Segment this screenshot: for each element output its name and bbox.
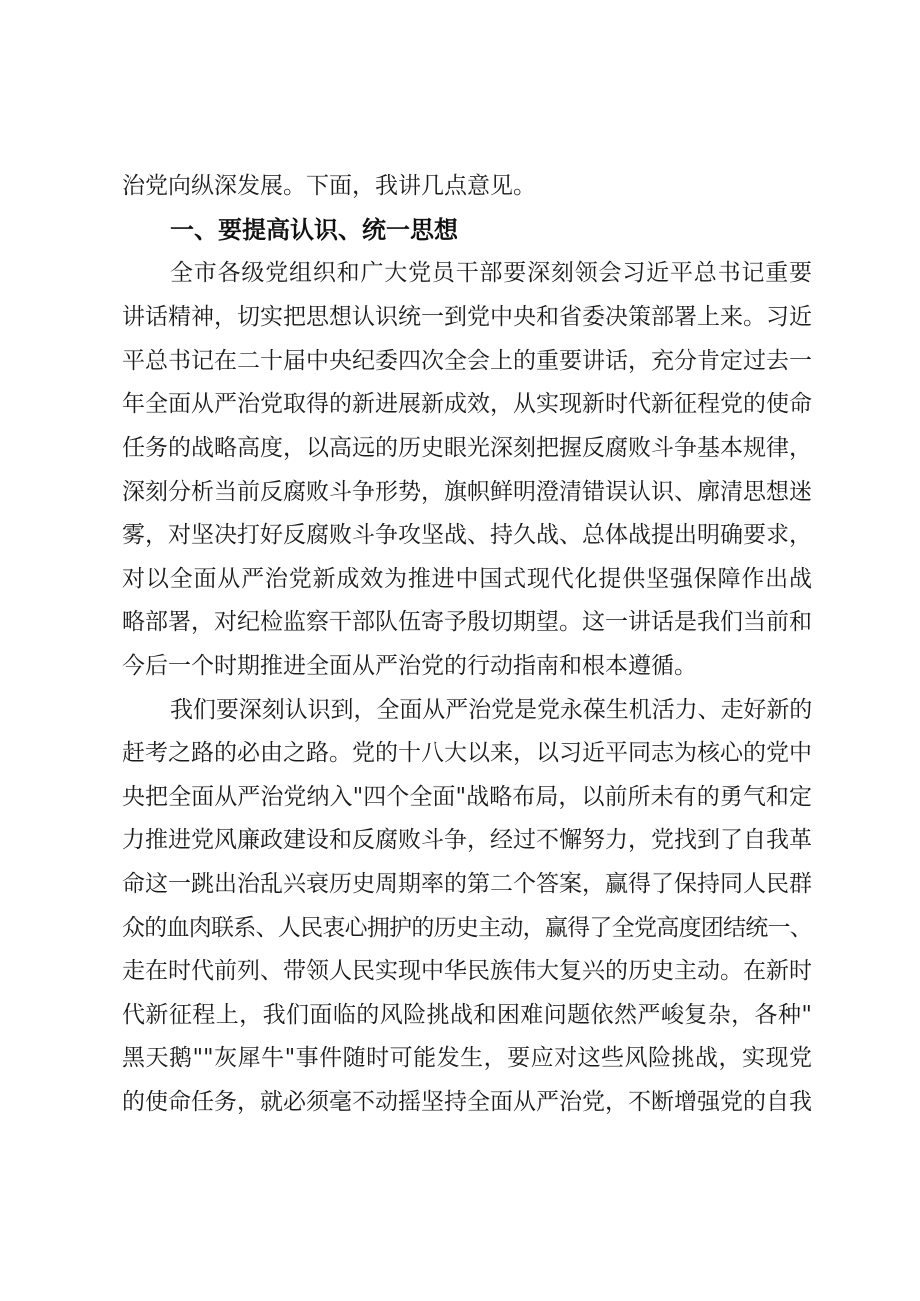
paragraph-line: 众的血肉联系、人民衷心拥护的历史主动，赢得了全党高度团结统一、 bbox=[122, 915, 812, 941]
paragraph-line: 央把全面从严治党纳入"四个全面"战略布局，以前所未有的勇气和定 bbox=[122, 784, 812, 810]
paragraph-line: 走在时代前列、带领人民实现中华民族伟大复兴的历史主动。在新时 bbox=[122, 958, 812, 984]
paragraph-line: 全市各级党组织和广大党员干部要深刻领会习近平总书记重要 bbox=[170, 260, 812, 286]
paragraph-line: 的使命任务，就必须毫不动摇坚持全面从严治党，不断增强党的自我 bbox=[122, 1089, 812, 1115]
paragraph-line: 我们要深刻认识到，全面从严治党是党永葆生机活力、走好新的 bbox=[170, 697, 812, 723]
paragraph-line: 略部署，对纪检监察干部队伍寄予殷切期望。这一讲话是我们当前和 bbox=[122, 609, 812, 635]
paragraph-line: 命这一跳出治乱兴衰历史周期率的第二个答案，赢得了保持同人民群 bbox=[122, 871, 812, 897]
paragraph-line: 雾，对坚决打好反腐败斗争攻坚战、持久战、总体战提出明确要求， bbox=[122, 522, 812, 548]
paragraph-line: 代新征程上，我们面临的风险挑战和困难问题依然严峻复杂，各种" bbox=[122, 1002, 812, 1028]
paragraph-line: 平总书记在二十届中央纪委四次全会上的重要讲话，充分肯定过去一 bbox=[122, 348, 812, 374]
paragraph-line: 赶考之路的必由之路。党的十八大以来，以习近平同志为核心的党中 bbox=[122, 740, 812, 766]
paragraph-line: 力推进党风廉政建设和反腐败斗争，经过不懈努力，党找到了自我革 bbox=[122, 827, 812, 853]
paragraph-line: 任务的战略高度，以高远的历史眼光深刻把握反腐败斗争基本规律， bbox=[122, 435, 812, 461]
lead-line: 治党向纵深发展。下面，我讲几点意见。 bbox=[122, 173, 536, 199]
section-heading: 一、要提高认识、统一思想 bbox=[170, 216, 458, 244]
paragraph-line: 对以全面从严治党新成效为推进中国式现代化提供坚强保障作出战 bbox=[122, 566, 812, 592]
paragraph-line: 黑天鹅""灰犀牛"事件随时可能发生，要应对这些风险挑战，实现党 bbox=[122, 1045, 812, 1071]
paragraph-line: 今后一个时期推进全面从严治党的行动指南和根本遵循。 bbox=[122, 653, 697, 679]
paragraph-line: 年全面从严治党取得的新进展新成效，从实现新时代新征程党的使命 bbox=[122, 391, 812, 417]
paragraph-line: 讲话精神，切实把思想认识统一到党中央和省委决策部署上来。习近 bbox=[122, 304, 812, 330]
paragraph-line: 深刻分析当前反腐败斗争形势，旗帜鲜明澄清错误认识、廓清思想迷 bbox=[122, 479, 812, 505]
